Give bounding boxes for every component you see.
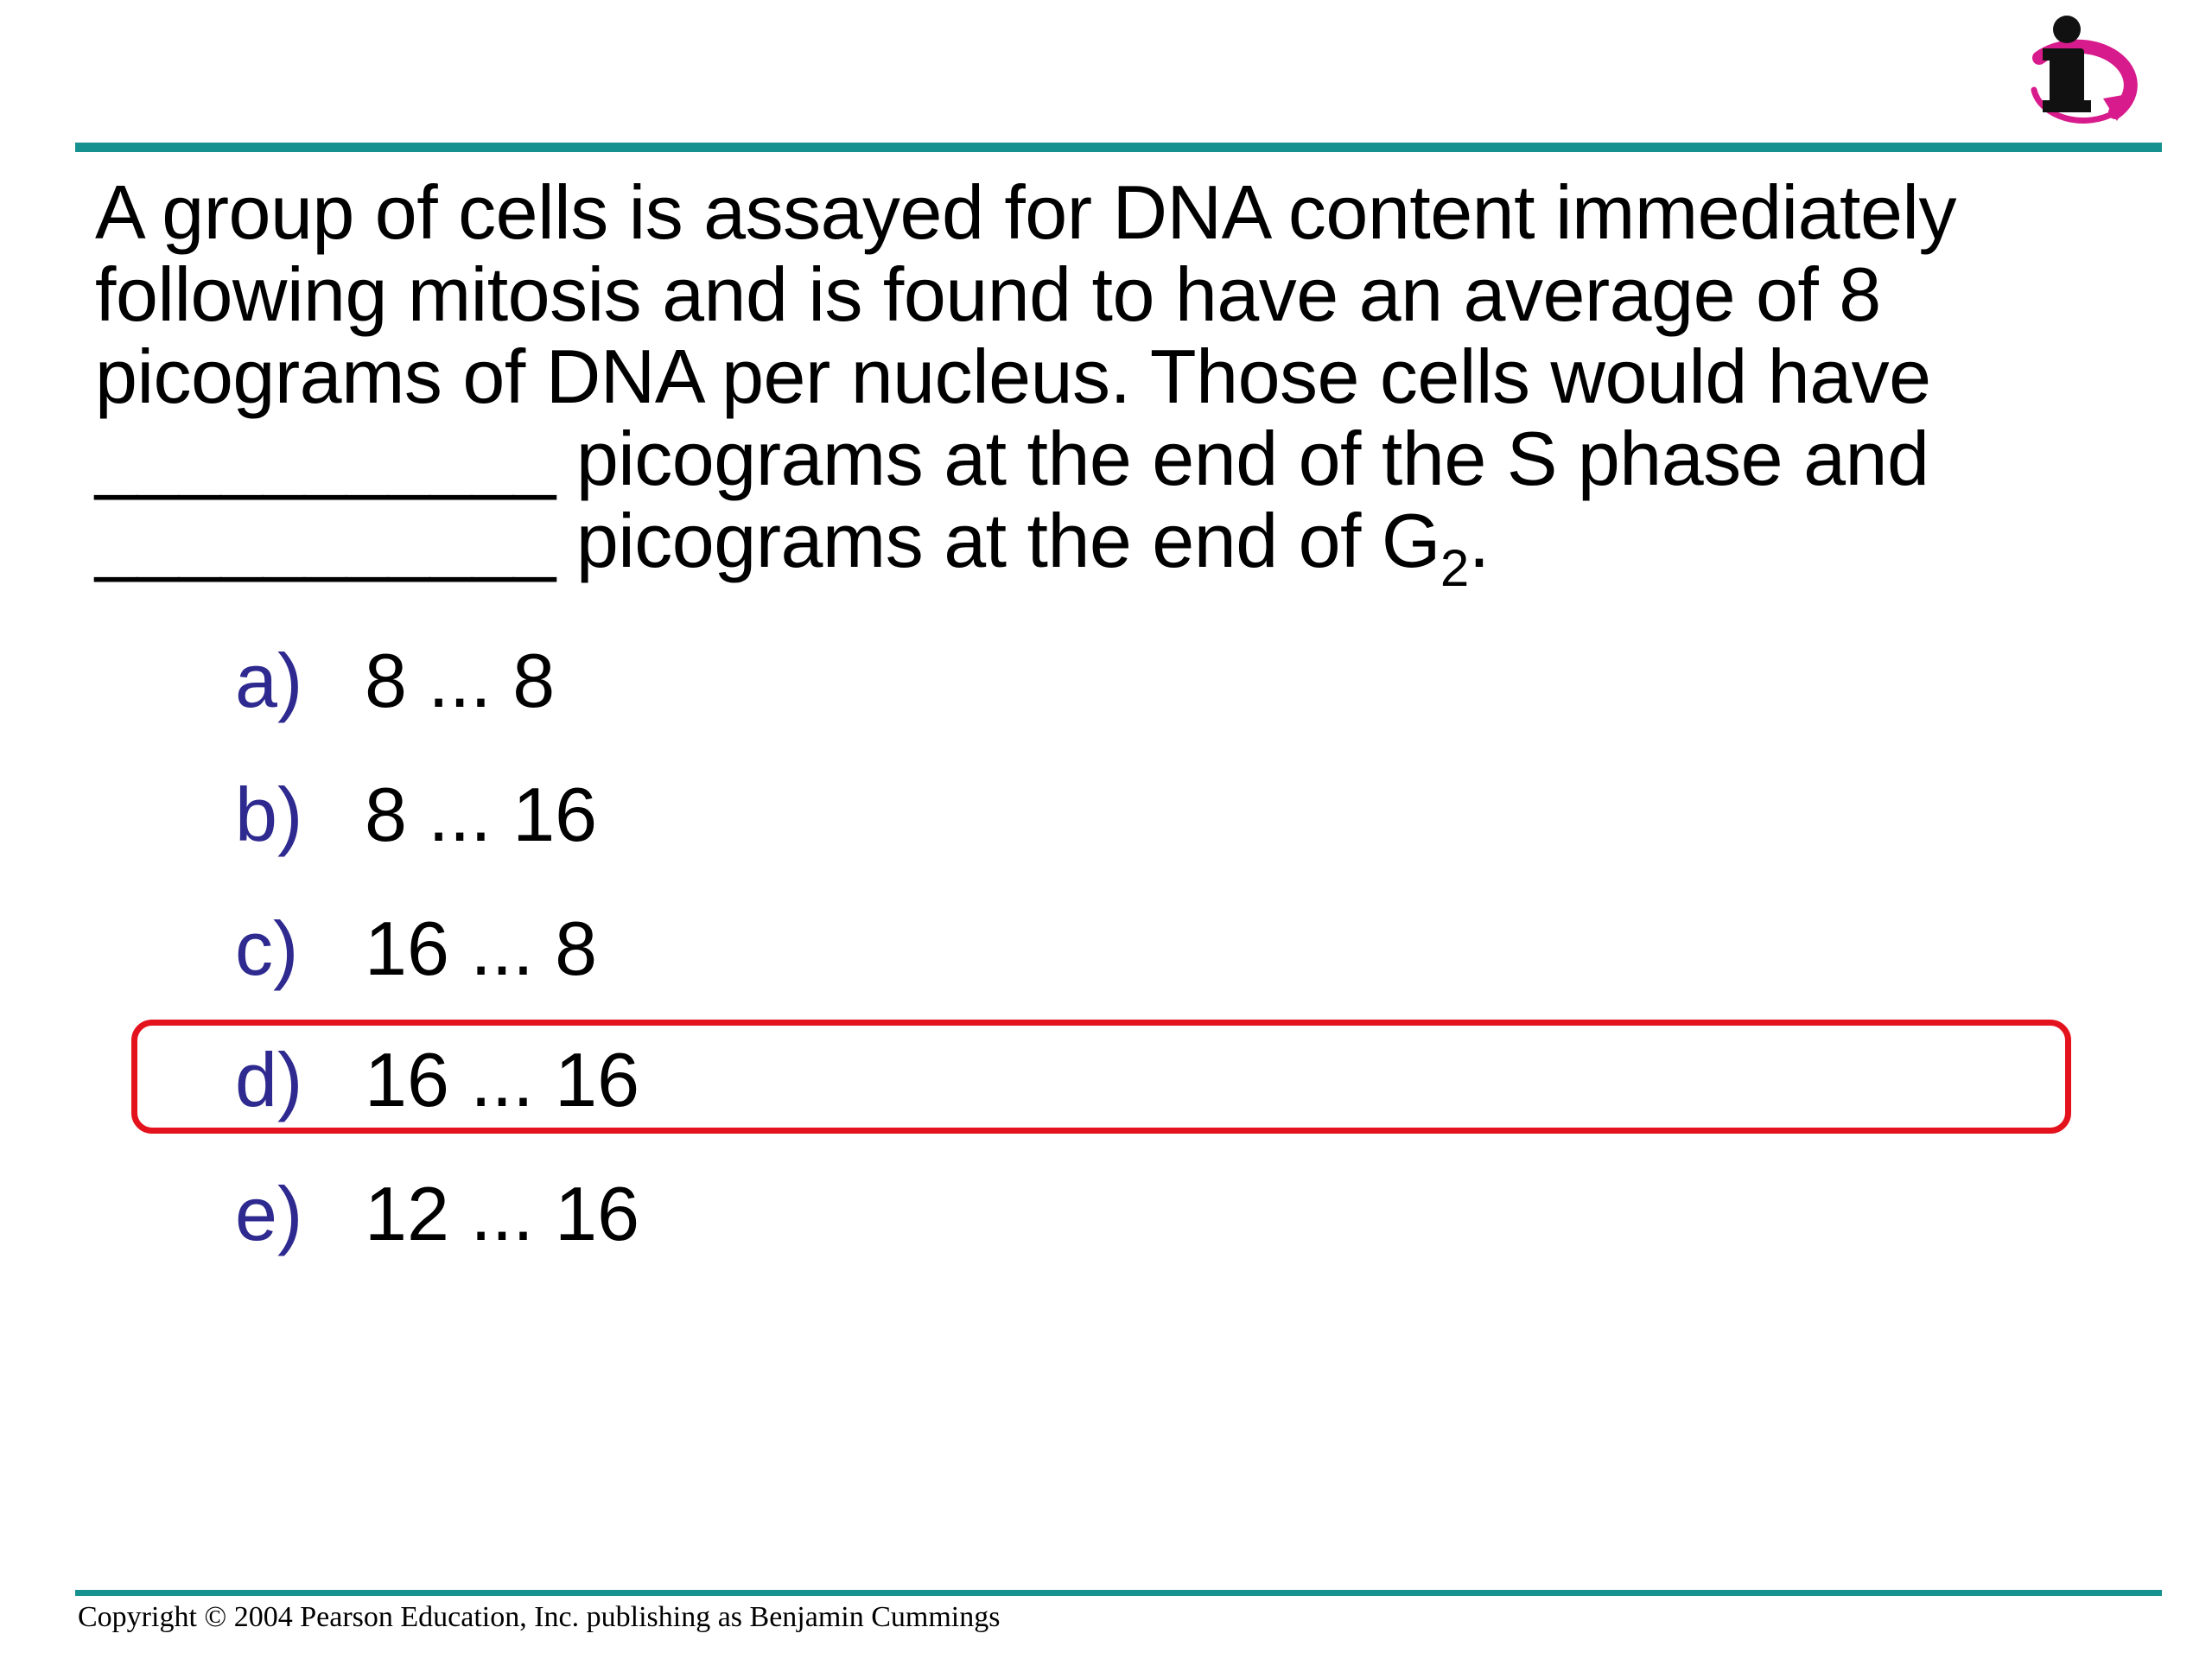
question-line-5-end: . bbox=[1468, 498, 1490, 583]
option-letter: e) bbox=[235, 1171, 303, 1256]
option-letter: a) bbox=[235, 638, 303, 723]
info-i-logo-icon bbox=[2013, 10, 2152, 127]
option-letter: d) bbox=[235, 1037, 303, 1122]
option-letter: b) bbox=[235, 772, 303, 857]
option-b[interactable] bbox=[235, 772, 597, 858]
question-line-4 bbox=[95, 417, 2169, 499]
option-a[interactable] bbox=[235, 638, 555, 724]
answer-blank-1: ___________ bbox=[95, 416, 556, 501]
option-c[interactable] bbox=[235, 906, 597, 992]
question-line-1: A group of cells is assayed for DNA content immediately bbox=[95, 169, 1956, 255]
option-text: 8 ... 16 bbox=[365, 772, 598, 857]
question-line-5-text: picograms at the end of G bbox=[575, 498, 1440, 583]
question-text bbox=[95, 169, 2169, 597]
option-text: 16 ... 16 bbox=[365, 1037, 640, 1122]
option-text: 8 ... 8 bbox=[365, 638, 556, 723]
option-text: 16 ... 8 bbox=[365, 906, 598, 991]
copyright-notice: Copyright © 2004 Pearson Education, Inc. publishing as Benjamin Cummings bbox=[78, 1601, 1001, 1633]
option-letter: c) bbox=[235, 906, 299, 991]
g2-subscript: 2 bbox=[1440, 539, 1469, 597]
question-line-2: following mitosis and is found to have an average of 8 bbox=[95, 251, 1881, 337]
bottom-divider bbox=[75, 1590, 2162, 1596]
option-d[interactable] bbox=[235, 1037, 639, 1123]
top-divider bbox=[75, 143, 2162, 152]
question-line-3: picograms of DNA per nucleus. Those cells would have bbox=[95, 334, 1931, 419]
answer-blank-2: ___________ bbox=[95, 498, 556, 583]
option-text: 12 ... 16 bbox=[365, 1171, 640, 1256]
option-e[interactable] bbox=[235, 1171, 639, 1257]
question-line-5 bbox=[95, 498, 2169, 597]
question-line-4-text: picograms at the end of the S phase and bbox=[575, 416, 1929, 501]
